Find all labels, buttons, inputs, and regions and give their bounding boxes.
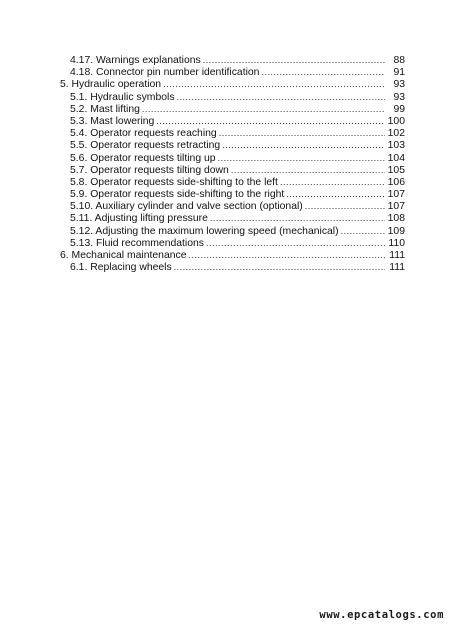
toc-dot-leader — [218, 152, 385, 164]
toc-dot-leader — [174, 261, 385, 273]
toc-entry-page-number: 105 — [387, 164, 405, 176]
toc-entry-title: 5.3. Mast lowering — [70, 115, 155, 127]
toc-entry-title: 5.11. Adjusting lifting pressure — [70, 213, 208, 225]
table-of-contents — [60, 54, 405, 273]
toc-entry-page-number: 93 — [393, 79, 405, 91]
toc-entry-title: 5.8. Operator requests side-shifting to the left — [70, 176, 278, 188]
toc-dot-leader — [219, 127, 385, 139]
toc-entry — [60, 66, 405, 78]
toc-dot-leader — [206, 237, 385, 249]
toc-entry — [60, 103, 405, 115]
toc-entry-page-number: 107 — [387, 189, 405, 201]
toc-entry-title: 5.7. Operator requests tilting down — [70, 164, 229, 176]
toc-entry-page-number: 93 — [393, 91, 405, 103]
toc-dot-leader — [222, 139, 385, 151]
toc-entry-title: 5.6. Operator requests tilting up — [70, 152, 216, 164]
toc-entry-title: 5.4. Operator requests reaching — [70, 128, 217, 140]
toc-dot-leader — [203, 54, 385, 66]
toc-entry-page-number: 91 — [393, 67, 405, 79]
toc-entry-page-number: 103 — [387, 140, 405, 152]
toc-entry — [60, 115, 405, 127]
toc-dot-leader — [163, 78, 385, 90]
toc-entry-title: 6. Mechanical maintenance — [60, 250, 187, 261]
toc-entry — [60, 127, 405, 139]
toc-dot-leader — [341, 225, 385, 237]
toc-entry-page-number: 102 — [387, 128, 405, 140]
toc-entry-title: 5.9. Operator requests side-shifting to the right — [70, 189, 285, 201]
toc-entry-page-number: 88 — [393, 55, 405, 66]
toc-dot-leader — [231, 164, 385, 176]
toc-entry-page-number: 100 — [387, 115, 405, 127]
toc-dot-leader — [156, 115, 385, 127]
toc-entry-page-number: 106 — [387, 176, 405, 188]
toc-entry — [60, 176, 405, 188]
toc-entry — [60, 237, 405, 249]
toc-dot-leader — [189, 249, 386, 261]
toc-entry — [60, 249, 405, 261]
toc-entry-page-number: 99 — [393, 103, 405, 115]
toc-entry-title: 5.2. Mast lifting — [70, 103, 140, 115]
toc-entry — [60, 188, 405, 200]
toc-entry-title: 5.5. Operator requests retracting — [70, 140, 221, 152]
toc-entry — [60, 91, 405, 103]
toc-entry-title: 4.18. Connector pin number identification — [70, 67, 260, 79]
toc-entry — [60, 139, 405, 151]
toc-entry — [60, 212, 405, 224]
toc-entry-page-number: 107 — [387, 201, 405, 213]
toc-entry — [60, 225, 405, 237]
toc-entry — [60, 164, 405, 176]
toc-dot-leader — [280, 176, 385, 188]
toc-entry-title: 5.10. Auxiliary cylinder and valve section (optional) — [70, 201, 303, 213]
toc-entry — [60, 200, 405, 212]
toc-entry-page-number: 109 — [387, 225, 405, 237]
toc-entry-page-number: 108 — [387, 213, 405, 225]
toc-dot-leader — [286, 188, 385, 200]
toc-entry — [60, 261, 405, 273]
toc-dot-leader — [261, 66, 385, 78]
toc-entry — [60, 78, 405, 90]
toc-entry-page-number: 111 — [389, 250, 405, 261]
toc-entry-page-number: 110 — [388, 237, 405, 249]
toc-entry-title: 5.12. Adjusting the maximum lowering speed (mechanical) — [70, 225, 339, 237]
toc-dot-leader — [142, 103, 385, 115]
toc-entry — [60, 54, 405, 66]
toc-entry-title: 5.1. Hydraulic symbols — [70, 91, 175, 103]
toc-entry-page-number: 104 — [387, 152, 405, 164]
toc-entry-title: 6.1. Replacing wheels — [70, 262, 172, 274]
toc-entry-title: 4.17. Warnings explanations — [70, 55, 201, 66]
toc-entry-title: 5. Hydraulic operation — [60, 79, 162, 91]
toc-entry — [60, 152, 405, 164]
toc-dot-leader — [210, 212, 385, 224]
toc-entry-page-number: 111 — [389, 262, 405, 274]
watermark-text: www.epcatalogs.com — [319, 609, 444, 621]
toc-dot-leader — [305, 200, 385, 212]
toc-entry-title: 5.13. Fluid recommendations — [70, 237, 204, 249]
toc-dot-leader — [177, 91, 385, 103]
